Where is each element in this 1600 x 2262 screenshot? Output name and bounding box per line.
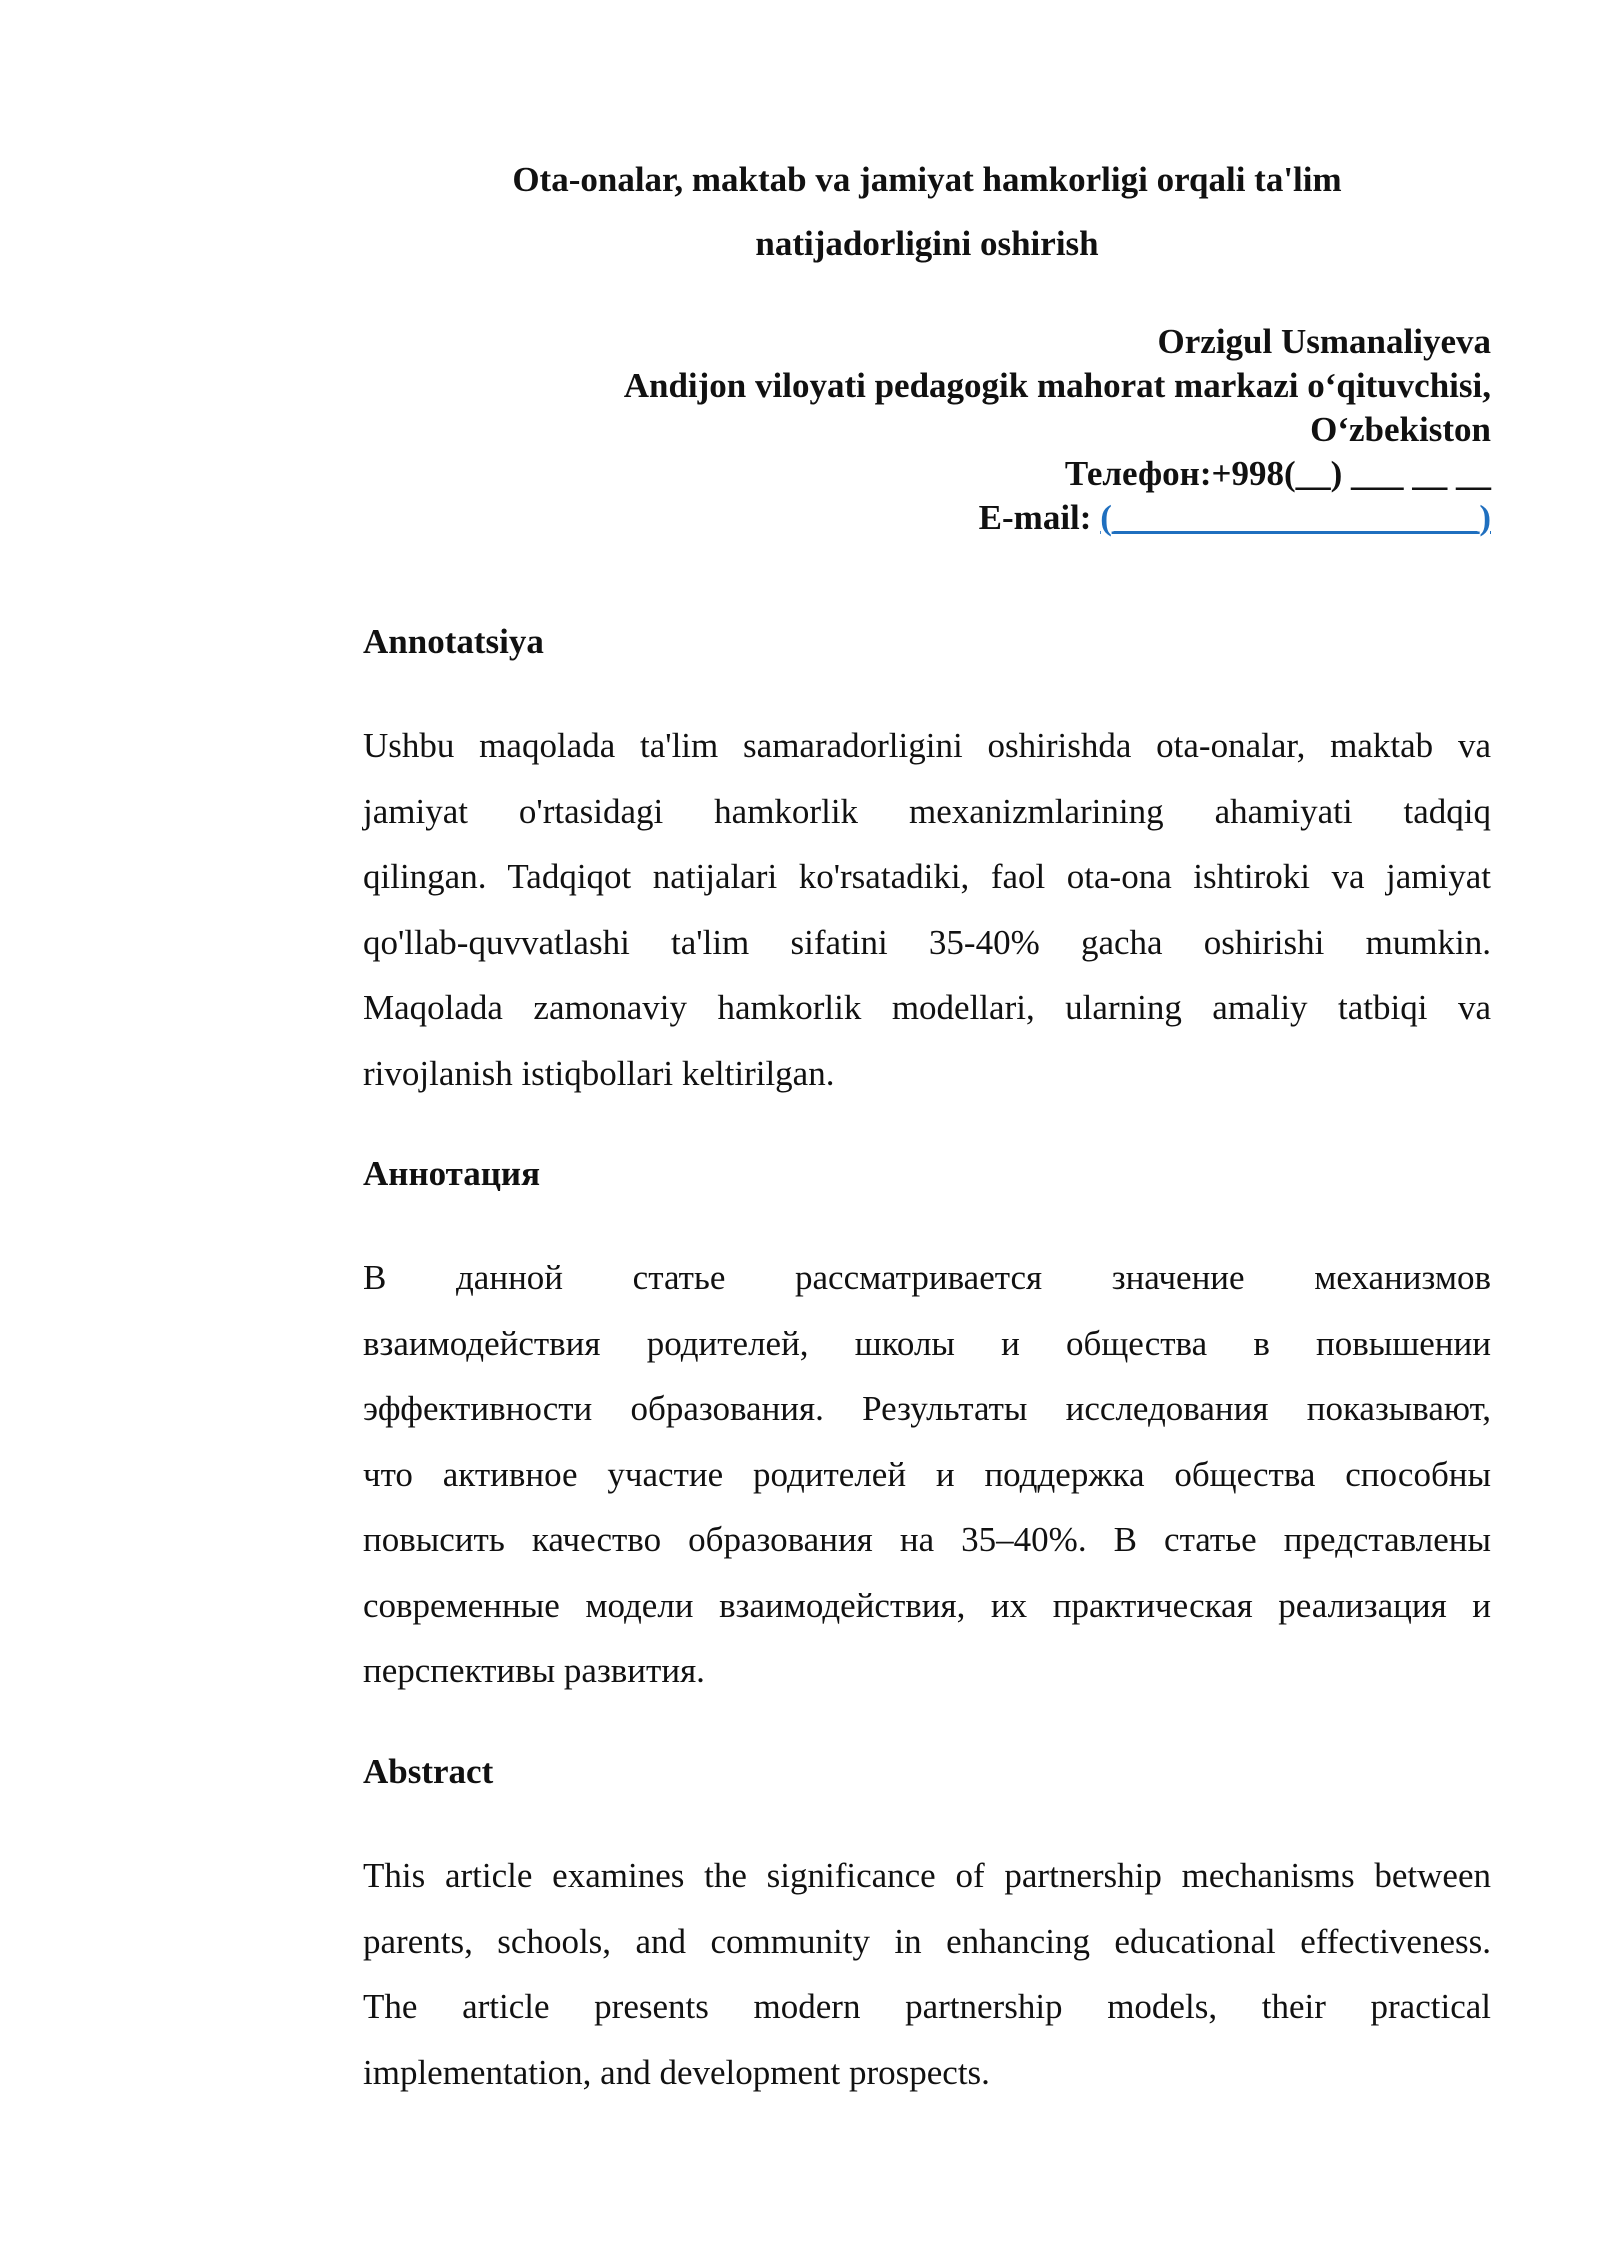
title-line-1: Ota-onalar, maktab va jamiyat hamkorligi orqali ta'lim <box>512 160 1342 199</box>
section-heading-annotatsiya: Annotatsiya <box>363 622 544 661</box>
body-line: qo'llab-quvvatlashi ta'lim sifatini 35-40% gacha oshirishi mumkin. <box>363 922 1491 962</box>
section-body-abstract <box>363 1843 1491 2105</box>
body-line: The article presents modern partnership models, their practical <box>363 1987 1491 2026</box>
body-line: эффективности образования. Результаты исследования показывают, <box>363 1389 1491 1428</box>
body-line: повысить качество образования на 35–40%. В статье представлены <box>363 1520 1491 1559</box>
section-body-annotatsiya-ru <box>363 1245 1491 1704</box>
body-line: rivojlanish istiqbollari keltirilgan. <box>363 1053 835 1093</box>
author-block <box>363 320 1491 540</box>
email-link[interactable]: (_____________________) <box>1100 498 1491 537</box>
section-heading-annotatsiya-ru: Аннотация <box>363 1154 541 1193</box>
author-affiliation-line-1: Andijon viloyati pedagogik mahorat markazi o‘qituvchisi, <box>623 366 1491 405</box>
article-title <box>363 148 1491 276</box>
body-line: современные модели взаимодействия, их практическая реализация и <box>363 1585 1491 1625</box>
body-line: Ushbu maqolada ta'lim samaradorligini oshirishda ota-onalar, maktab va <box>363 726 1491 765</box>
author-name: Orzigul Usmanaliyeva <box>1157 322 1491 361</box>
body-line: parents, schools, and community in enhancing educational effectiveness. <box>363 1921 1491 1961</box>
section-body-annotatsiya <box>363 713 1491 1106</box>
author-affiliation-line-2: O‘zbekiston <box>1310 410 1491 449</box>
body-line: Maqolada zamonaviy hamkorlik modellari, ularning amaliy tatbiqi va <box>363 988 1491 1027</box>
author-phone: Телефон:+998(__) ___ __ __ <box>1064 454 1491 493</box>
title-line-2: natijadorligini oshirish <box>755 224 1099 263</box>
body-line: перспективы развития. <box>363 1651 705 1690</box>
section-heading-abstract: Abstract <box>363 1752 494 1791</box>
body-line: qilingan. Tadqiqot natijalari ko'rsatadiki, faol ota-ona ishtiroki va jamiyat <box>363 857 1491 896</box>
author-email <box>363 496 1491 540</box>
body-line: что активное участие родителей и поддержка общества способны <box>363 1454 1491 1494</box>
email-label: E-mail: <box>978 498 1101 537</box>
body-line: взаимодействия родителей, школы и общества в повышении <box>363 1323 1491 1363</box>
body-line: В данной статье рассматривается значение механизмов <box>363 1258 1491 1297</box>
body-line: jamiyat o'rtasidagi hamkorlik mexanizmlarining ahamiyati tadqiq <box>363 791 1491 831</box>
body-line: implementation, and development prospects. <box>363 2052 990 2092</box>
body-line: This article examines the significance of partnership mechanisms between <box>363 1856 1491 1895</box>
